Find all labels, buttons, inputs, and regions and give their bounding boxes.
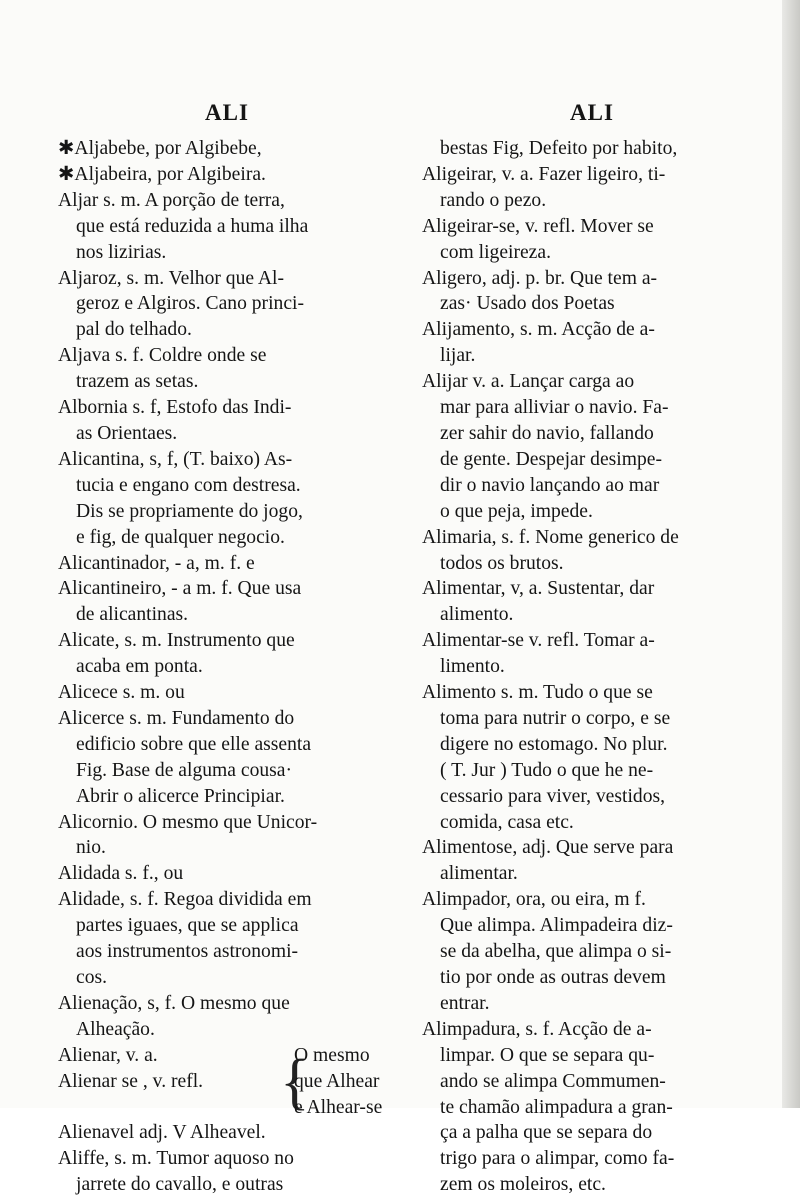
entry-continuation-line: jarrete do cavallo, e outras [76, 1174, 284, 1196]
entry-headword-line: Alicantineiro, - a m. f. Que usa [58, 578, 302, 600]
entry-continuation-line: limpar. O que se separa qu- [440, 1044, 655, 1066]
entry-continuation-line: cos. [76, 967, 108, 988]
left-column-trailing-entries [58, 1120, 396, 1198]
entry-headword-line: Alimpador, ora, ou eira, m f. [422, 889, 646, 911]
entry-continuation-line: ça a palha que se separa do [440, 1122, 653, 1144]
entry-headword-line: Alidade, s. f. Regoa dividida em [58, 889, 312, 911]
entry-headword-line: Alimpadura, s. f. Acção de a- [422, 1018, 652, 1040]
bracket-value: que Alhear [294, 1070, 380, 1092]
entry-headword-line: Aligeirar-se, v. refl. Mover se [422, 215, 654, 237]
entry-continuation-line: pal do telhado. [76, 319, 192, 341]
entry-continuation-line: nio. [76, 837, 106, 859]
bracketed-entries [58, 1043, 396, 1121]
entry-continuation-line: limento. [440, 656, 505, 678]
entry-headword-line: Aligero, adj. p. br. Que tem a- [422, 267, 658, 289]
page-edge-shadow [782, 0, 800, 1108]
entry-continuation-line: tio por onde as outras devem [440, 967, 666, 988]
entry-headword-line: Aligeirar, v. a. Fazer ligeiro, ti- [422, 163, 666, 185]
entry-headword-line: Alidada s. f., ou [58, 863, 184, 885]
bracket-value: e Alhear-se [294, 1096, 383, 1118]
entry-continuation-line: edificio sobre que elle assenta [76, 733, 312, 755]
entry-headword-line: Aliffe, s. m. Tumor aquoso no [58, 1148, 294, 1170]
entry-headword-line: Alimento s. m. Tudo o que se [422, 682, 653, 704]
entry-headword-line: Alimentar-se v. refl. Tomar a- [422, 630, 655, 652]
entry-continuation-line: ando se alimpa Commumen- [440, 1070, 666, 1092]
entry-continuation-line: toma para nutrir o corpo, e se [440, 707, 671, 729]
entry-continuation-line: comida, casa etc. [440, 811, 574, 833]
bracket-value: O mesmo [294, 1044, 370, 1066]
entry-continuation-line: bestas Fig, Defeito por habito, [440, 138, 678, 159]
entry-continuation-line: cessario para viver, vestidos, [440, 785, 666, 807]
left-column-entries [58, 136, 396, 1043]
right-column [422, 136, 762, 1198]
entry-continuation-line: zer sahir do navio, fallando [440, 422, 654, 444]
running-head-left: ALI [205, 100, 249, 125]
entry-continuation-line: acaba em ponta. [76, 656, 203, 678]
entry-headword-line: Alicate, s. m. Instrumento que [58, 630, 295, 652]
entry-headword-line: Alimentose, adj. Que serve para [422, 837, 674, 859]
entry-continuation-line: lijar. [440, 345, 476, 367]
entry-continuation-line: aos instrumentos astronomi- [76, 941, 299, 963]
entry-headword-line: Alimentar, v, a. Sustentar, dar [422, 578, 655, 600]
entry-continuation-line: trigo para o alimpar, como fa- [440, 1148, 675, 1170]
entry-continuation-line: ( T. Jur ) Tudo o que he ne- [440, 759, 654, 781]
entry-continuation-line: de gente. Despejar desimpe- [440, 448, 662, 470]
entry-headword-line: Alienação, s, f. O mesmo que [58, 992, 290, 1014]
entry-continuation-line: dir o navio lançando ao mar [440, 474, 660, 496]
entry-headword-line: Alicerce s. m. Fundamento do [58, 707, 295, 729]
entry-continuation-line: alimento. [440, 604, 514, 626]
bracket-label: Alienar se , v. refl. [58, 1070, 204, 1092]
left-column [58, 136, 396, 1198]
entry-continuation-line: geroz e Algiros. Cano princi- [76, 293, 304, 315]
entry-headword-line: ✱Aljabeira, por Algibeira. [58, 163, 266, 185]
bracket-values [294, 1043, 396, 1121]
entry-continuation-line: zas· Usado dos Poetas [440, 293, 615, 315]
entry-headword-line: Aljaroz, s. m. Velhor que Al- [58, 267, 285, 289]
entry-headword-line: Alijar v. a. Lançar carga ao [422, 371, 635, 393]
entry-continuation-line: se da abelha, que alimpa o si- [440, 941, 672, 963]
entry-continuation-line: todos os brutos. [440, 552, 564, 574]
entry-continuation-line: te chamão alimpadura a gran- [440, 1096, 673, 1118]
entry-continuation-line: rando o pezo. [440, 189, 547, 211]
entry-continuation-line: Que alimpa. Alimpadeira diz- [440, 915, 673, 937]
entry-headword-line: Alienavel adj. V Alheavel. [58, 1122, 266, 1144]
entry-continuation-line: alimentar. [440, 863, 518, 885]
entry-continuation-line: digere no estomago. No plur. [440, 733, 668, 755]
entry-headword-line: Alijamento, s. m. Acção de a- [422, 319, 655, 341]
entry-continuation-line: Fig. Base de alguma cousa· [76, 759, 293, 781]
entry-headword-line: Alicantinador, - a, m. f. e [58, 552, 255, 574]
curly-brace: { [280, 1047, 310, 1116]
entry-continuation-line: de alicantinas. [76, 604, 189, 626]
entry-continuation-line: mar para alliviar o navio. Fa- [440, 397, 669, 419]
entry-headword-line: Alicantina, s, f, (T. baixo) As- [58, 448, 293, 470]
bracket-labels [58, 1043, 280, 1121]
running-head-right: ALI [570, 100, 614, 125]
entry-continuation-line: Alheação. [76, 1018, 155, 1040]
entry-continuation-line: entrar. [440, 992, 490, 1014]
entry-continuation-line: as Orientaes. [76, 422, 178, 444]
entry-continuation-line: o que peja, impede. [440, 500, 593, 522]
entry-continuation-line: tucia e engano com destresa. [76, 474, 301, 496]
entry-continuation-line: Dis se propriamente do jogo, [76, 500, 303, 522]
entry-headword-line: Albornia s. f, Estofo das Indi- [58, 397, 292, 419]
entry-headword-line: Aljar s. m. A porção de terra, [58, 189, 285, 211]
entry-headword-line: ✱Aljabebe, por Algibebe, [58, 138, 262, 159]
entry-continuation-line: partes iguaes, que se applica [76, 915, 299, 937]
entry-continuation-line: nos lizirias. [76, 241, 167, 263]
entry-headword-line: Aljava s. f. Coldre onde se [58, 345, 267, 367]
bracket-label: Alienar, v. a. [58, 1044, 158, 1066]
right-column-entries [422, 136, 762, 1198]
entry-continuation-line: com ligeireza. [440, 241, 551, 263]
entry-headword-line: Alicornio. O mesmo que Unicor- [58, 811, 318, 833]
entry-headword-line: Alicece s. m. ou [58, 682, 185, 704]
entry-continuation-line: zem os moleiros, etc. [440, 1174, 606, 1196]
entry-continuation-line: Abrir o alicerce Principiar. [76, 785, 285, 807]
entry-continuation-line: e fig, de qualquer negocio. [76, 526, 285, 548]
entry-continuation-line: trazem as setas. [76, 371, 199, 393]
entry-continuation-line: que está reduzida a huma ilha [76, 215, 309, 237]
entry-headword-line: Alimaria, s. f. Nome generico de [422, 526, 679, 548]
bracket-label [58, 1095, 280, 1121]
